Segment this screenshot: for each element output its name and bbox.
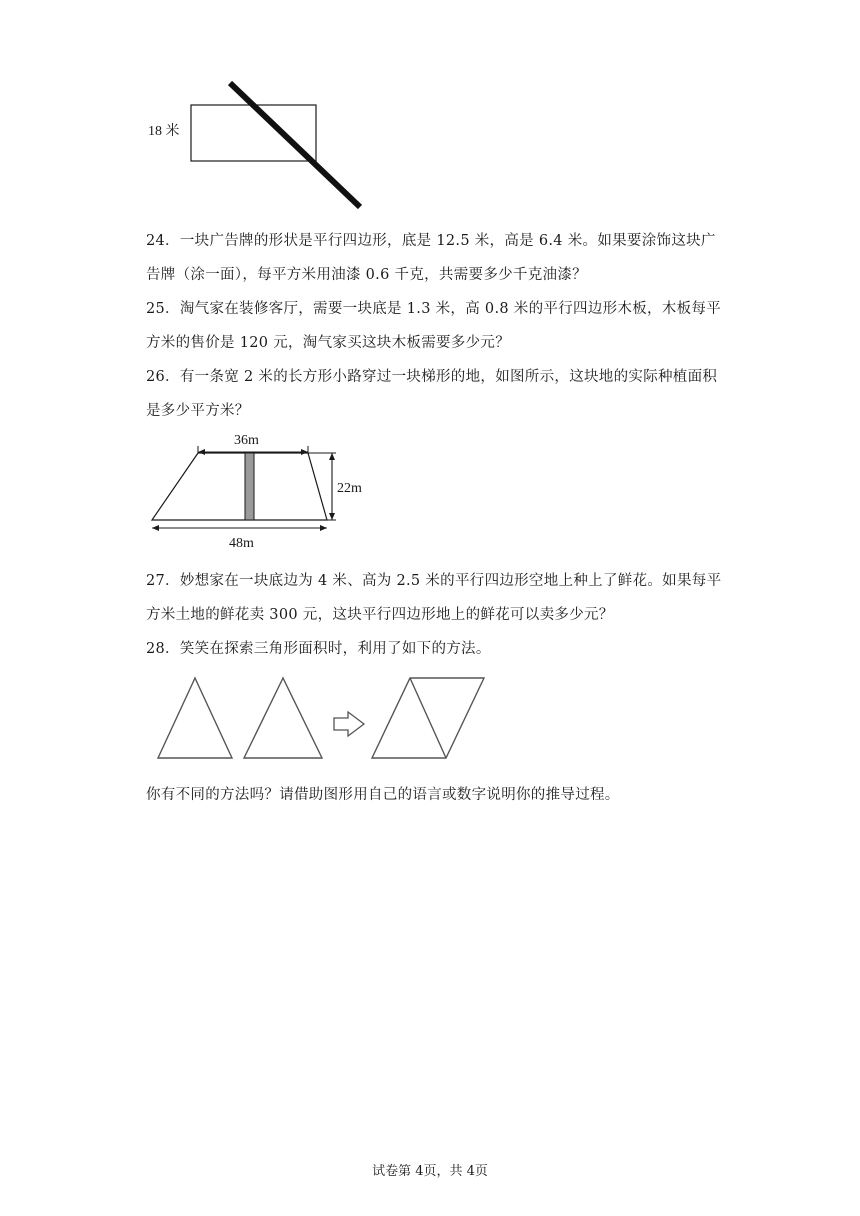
- trapezoid-diagram: [140, 432, 380, 554]
- height-arrow-bottom: [329, 513, 335, 520]
- triangle-right: [244, 678, 322, 758]
- question-25: 25．淘气家在装修客厅，需要一块底是 1.3 米，高 0.8 米的平行四边形木板，木板每平方米的售价是 120 元，淘气家买这块木板需要多少元？: [146, 301, 722, 351]
- trapezoid-shape: [152, 453, 327, 520]
- question-24: 24．一块广告牌的形状是平行四边形，底是 12.5 米，高是 6.4 米。如果要涂饰这块广告牌（涂一面），每平方米用油漆 0.6 千克，共需要多少千克油漆？: [146, 233, 716, 283]
- triangles-figure: [150, 672, 500, 764]
- path-strip: [245, 453, 254, 520]
- triangles-diagram: [150, 672, 500, 764]
- top-arrow-left: [198, 449, 205, 455]
- triangle-left: [158, 678, 232, 758]
- rectangle-diagram: [140, 75, 380, 215]
- question-28-followup: 你有不同的方法吗？请借助图形用自己的语言或数字说明你的推导过程。: [146, 787, 620, 803]
- question-28: 28．笑笑在探索三角形面积时，利用了如下的方法。: [146, 641, 491, 657]
- height-label: 22m: [337, 481, 362, 496]
- question-27: 27．妙想家在一块底边为 4 米、高为 2.5 米的平行四边形空地上种上了鲜花。如果每平方米土地的鲜花卖 300 元，这块平行四边形地上的鲜花可以卖多少元？: [146, 573, 722, 623]
- bottom-arrow-right: [320, 525, 327, 531]
- trapezoid-figure: [140, 432, 380, 554]
- rectangle-height-label: 18 米: [148, 124, 180, 139]
- rectangle-figure: [140, 75, 380, 215]
- parallelogram-diagonal: [410, 678, 446, 758]
- top-base-label: 36m: [234, 433, 259, 448]
- bottom-arrow-left: [152, 525, 159, 531]
- arrow-icon: [334, 712, 364, 736]
- top-arrow-right: [301, 449, 308, 455]
- page-footer: 试卷第 4页，共 4页: [372, 1164, 488, 1179]
- diagonal-bar: [230, 83, 360, 207]
- rectangle-shape: [191, 105, 316, 161]
- height-arrow-top: [329, 453, 335, 460]
- question-26: 26．有一条宽 2 米的长方形小路穿过一块梯形的地，如图所示，这块地的实际种植面积是多少平方米？: [146, 369, 718, 419]
- bottom-base-label: 48m: [229, 536, 254, 551]
